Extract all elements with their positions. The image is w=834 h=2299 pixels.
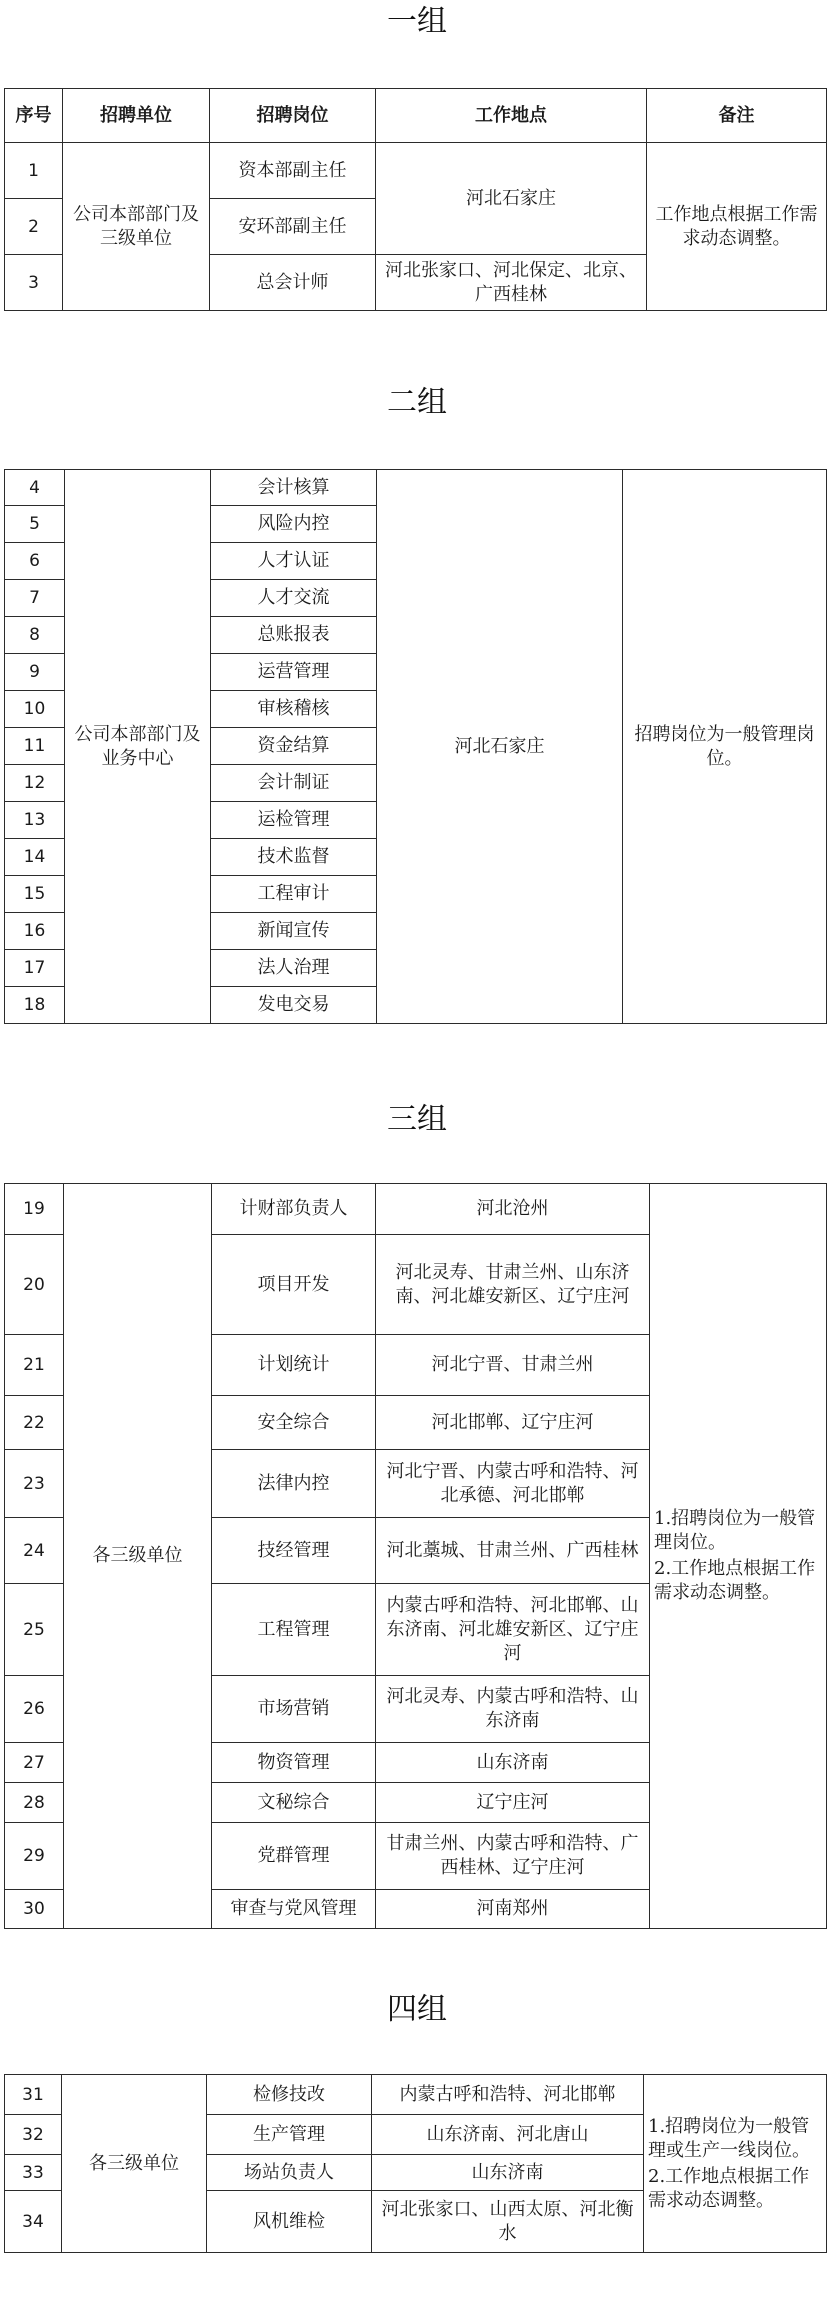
row-number: 26 [5, 1676, 64, 1743]
row-number: 13 [5, 802, 65, 839]
remark-line-2: 2.工作地点根据工作需求动态调整。 [648, 2165, 810, 2211]
work-location: 内蒙古呼和浩特、河北邯郸 [372, 2075, 644, 2115]
row-number: 3 [5, 255, 63, 311]
row-number: 19 [5, 1184, 64, 1235]
work-location: 甘肃兰州、内蒙古呼和浩特、广西桂林、辽宁庄河 [376, 1823, 650, 1890]
row-number: 34 [5, 2191, 62, 2253]
group-1-title: 一组 [387, 4, 447, 39]
work-location: 河北石家庄 [376, 143, 647, 255]
remark [650, 1184, 827, 1929]
recruiting-unit: 公司本部部门及三级单位 [63, 143, 210, 311]
post-name: 会计核算 [211, 470, 377, 506]
work-location: 山东济南 [372, 2155, 644, 2191]
row-number: 32 [5, 2115, 62, 2155]
remark-line-2: 2.工作地点根据工作需求动态调整。 [654, 1558, 816, 1603]
row-number: 18 [5, 987, 65, 1024]
group-4-table [4, 2074, 827, 2253]
post-name: 风险内控 [211, 506, 377, 543]
header-post: 招聘岗位 [210, 89, 376, 143]
post-name: 审核稽核 [211, 691, 377, 728]
post-name: 工程管理 [212, 1584, 376, 1676]
post-name: 检修技改 [207, 2075, 372, 2115]
work-location: 河北邯郸、辽宁庄河 [376, 1396, 650, 1450]
post-name: 文秘综合 [212, 1783, 376, 1823]
work-location: 河北宁晋、内蒙古呼和浩特、河北承德、河北邯郸 [376, 1450, 650, 1518]
post-name: 场站负责人 [207, 2155, 372, 2191]
row-number: 22 [5, 1396, 64, 1450]
row-number: 9 [5, 654, 65, 691]
work-location: 河北宁晋、甘肃兰州 [376, 1335, 650, 1396]
post-name: 工程审计 [211, 876, 377, 913]
post-name: 计划统计 [212, 1335, 376, 1396]
work-location: 河北张家口、山西太原、河北衡水 [372, 2191, 644, 2253]
work-location: 河北沧州 [376, 1184, 650, 1235]
post-name: 市场营销 [212, 1676, 376, 1743]
post-name: 生产管理 [207, 2115, 372, 2155]
table-row [5, 2075, 827, 2115]
post-name: 运检管理 [211, 802, 377, 839]
row-number: 2 [5, 199, 63, 255]
row-number: 33 [5, 2155, 62, 2191]
post-name: 人才交流 [211, 580, 377, 617]
work-location: 山东济南、河北唐山 [372, 2115, 644, 2155]
row-number: 30 [5, 1890, 64, 1929]
remark-line-1: 1.招聘岗位为一般管理岗位。 [654, 1508, 816, 1553]
row-number: 28 [5, 1783, 64, 1823]
post-name: 项目开发 [212, 1235, 376, 1335]
row-number: 21 [5, 1335, 64, 1396]
header-location: 工作地点 [376, 89, 647, 143]
row-number: 29 [5, 1823, 64, 1890]
recruiting-unit: 公司本部部门及业务中心 [65, 470, 211, 1024]
row-number: 31 [5, 2075, 62, 2115]
row-number: 5 [5, 506, 65, 543]
row-number: 7 [5, 580, 65, 617]
remark: 招聘岗位为一般管理岗位。 [623, 470, 827, 1024]
row-number: 4 [5, 470, 65, 506]
row-number: 24 [5, 1518, 64, 1584]
group-3-title: 三组 [387, 1102, 447, 1137]
post-name: 总账报表 [211, 617, 377, 654]
work-location: 河北灵寿、甘肃兰州、山东济南、河北雄安新区、辽宁庄河 [376, 1235, 650, 1335]
row-number: 10 [5, 691, 65, 728]
post-name: 法律内控 [212, 1450, 376, 1518]
remark: 工作地点根据工作需求动态调整。 [647, 143, 827, 311]
header-note: 备注 [647, 89, 827, 143]
post-name: 发电交易 [211, 987, 377, 1024]
row-number: 16 [5, 913, 65, 950]
work-location: 河北藁城、甘肃兰州、广西桂林 [376, 1518, 650, 1584]
remark-line-1: 1.招聘岗位为一般管理或生产一线岗位。 [648, 2115, 810, 2161]
group-1-table [4, 88, 827, 311]
post-name: 人才认证 [211, 543, 377, 580]
work-location: 河北石家庄 [377, 470, 623, 1024]
post-name: 新闻宣传 [211, 913, 377, 950]
table-row [5, 470, 827, 506]
post-name: 资金结算 [211, 728, 377, 765]
group-3-table [4, 1183, 827, 1929]
post-name: 法人治理 [211, 950, 377, 987]
table-row [5, 1184, 827, 1235]
row-number: 17 [5, 950, 65, 987]
work-location: 河北灵寿、内蒙古呼和浩特、山东济南 [376, 1676, 650, 1743]
recruiting-unit: 各三级单位 [62, 2075, 207, 2253]
group-4-title: 四组 [387, 1992, 447, 2027]
header-no: 序号 [5, 89, 63, 143]
work-location: 内蒙古呼和浩特、河北邯郸、山东济南、河北雄安新区、辽宁庄河 [376, 1584, 650, 1676]
post-name: 计财部负责人 [212, 1184, 376, 1235]
recruiting-unit: 各三级单位 [64, 1184, 212, 1929]
remark [644, 2075, 827, 2253]
table-row [5, 143, 827, 199]
row-number: 27 [5, 1743, 64, 1783]
row-number: 1 [5, 143, 63, 199]
post-name: 风机维检 [207, 2191, 372, 2253]
post-name: 安全综合 [212, 1396, 376, 1450]
row-number: 25 [5, 1584, 64, 1676]
post-name: 物资管理 [212, 1743, 376, 1783]
group-2-table [4, 469, 827, 1024]
work-location: 辽宁庄河 [376, 1783, 650, 1823]
row-number: 23 [5, 1450, 64, 1518]
row-number: 14 [5, 839, 65, 876]
work-location: 山东济南 [376, 1743, 650, 1783]
row-number: 12 [5, 765, 65, 802]
group-2-title: 二组 [387, 385, 447, 420]
work-location: 河北张家口、河北保定、北京、广西桂林 [376, 255, 647, 311]
table-header-row [5, 89, 827, 143]
row-number: 8 [5, 617, 65, 654]
post-name: 会计制证 [211, 765, 377, 802]
row-number: 6 [5, 543, 65, 580]
post-name: 资本部副主任 [210, 143, 376, 199]
post-name: 总会计师 [210, 255, 376, 311]
row-number: 15 [5, 876, 65, 913]
post-name: 党群管理 [212, 1823, 376, 1890]
work-location: 河南郑州 [376, 1890, 650, 1929]
post-name: 技经管理 [212, 1518, 376, 1584]
row-number: 20 [5, 1235, 64, 1335]
row-number: 11 [5, 728, 65, 765]
post-name: 安环部副主任 [210, 199, 376, 255]
post-name: 审查与党风管理 [212, 1890, 376, 1929]
post-name: 运营管理 [211, 654, 377, 691]
post-name: 技术监督 [211, 839, 377, 876]
header-unit: 招聘单位 [63, 89, 210, 143]
